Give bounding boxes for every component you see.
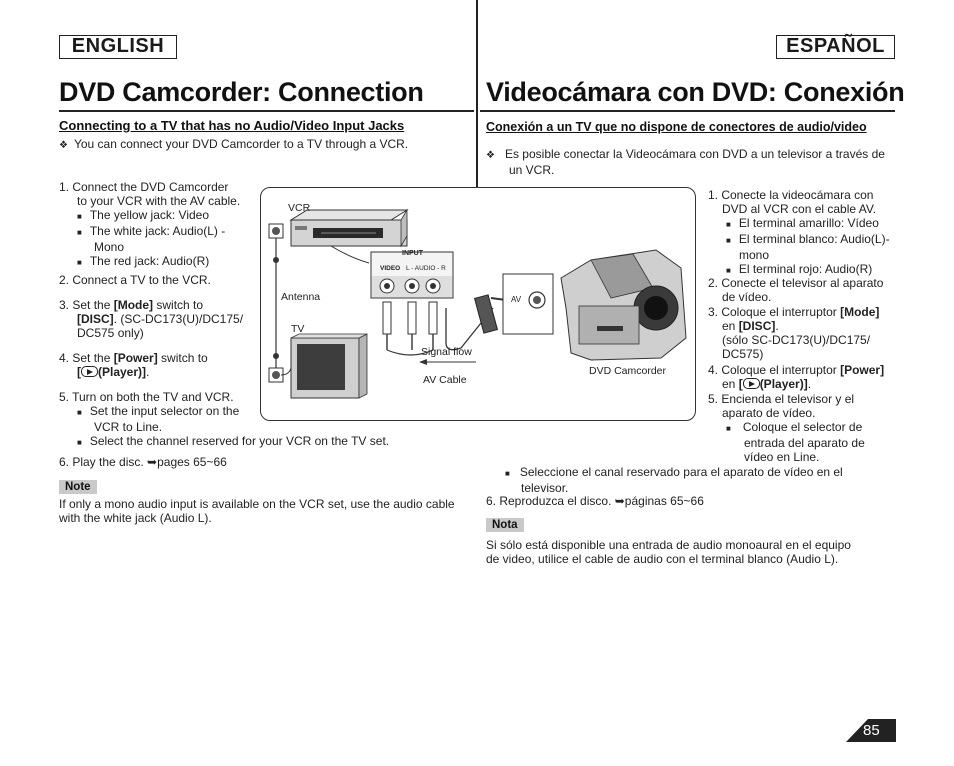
label-tv: TV (291, 323, 305, 335)
connection-diagram-art (261, 188, 697, 422)
step-5-es: 5. Encienda el televisor y el aparato de vídeo. ■ Coloque el selector de entrada del aparato de vídeo en Line. (708, 392, 865, 464)
title-rule-es (480, 110, 895, 112)
antenna-jack-icon (269, 224, 283, 382)
label-input: INPUT (402, 250, 423, 257)
tv-icon (281, 334, 367, 398)
label-av: AV (511, 295, 522, 304)
page-title-en: DVD Camcorder: Connection (59, 77, 424, 107)
step-6-en: 6. Play the disc. ➥pages 65~66 (59, 455, 227, 469)
step-3-en: 3. Set the [Mode] switch to [DISC]. (SC-DC173(U)/DC175/ DC575 only) (59, 298, 244, 340)
step-5-bullet-es: ■ Seleccione el canal reservado para el aparato de vídeo en el televisor. (505, 465, 843, 495)
vcr-input-panel (371, 252, 453, 298)
subtitle-es: Conexión a un TV que no dispone de conectores de audio/video (486, 120, 867, 134)
vcr-icon (291, 210, 407, 246)
step-4-en: 4. Set the [Power] switch to [ (Player)]. (59, 351, 208, 379)
intro-en: ❖ You can connect your DVD Camcorder to a TV through a VCR. (59, 137, 409, 151)
step-1-es: 1. Conecte la videocámara con DVD al VCR con el cable AV. ■ El terminal amarillo: Vídeo ■ El terminal blanco: Audio(L)- mono ■ El terminal rojo: Audio(R) (708, 188, 890, 276)
lang-label-english: ENGLISH (59, 35, 177, 59)
note-text-en: If only a mono audio input is available on the VCR set, use the audio cable with the white jack (Audio L). (59, 497, 455, 525)
label-vcr: VCR (288, 202, 311, 214)
page-title-es: Videocámara con DVD: Conexión (486, 77, 905, 107)
note-label-en: Note (59, 480, 97, 494)
page-number: 85 (863, 722, 880, 739)
av-plug-icon (475, 295, 506, 333)
camcorder-icon (561, 250, 686, 360)
label-dvd-camcorder: DVD Camcorder (589, 365, 667, 377)
diamond-bullet-icon: ❖ (486, 150, 495, 161)
play-icon (743, 378, 760, 389)
step-3-es: 3. Coloque el interruptor [Mode] en [DISC]. (sólo SC-DC173(U)/DC175/ DC575) (708, 305, 880, 361)
note-label-es: Nota (486, 518, 524, 532)
diamond-bullet-icon: ❖ (59, 140, 68, 151)
page-number-badge (846, 719, 896, 743)
step-2-es: 2. Conecte el televisor al aparato de vídeo. (708, 276, 884, 304)
note-text-es: Si sólo está disponible una entrada de audio monoaural en el equipo de video, utilice el cable de audio con el terminal blanco (Audio L). (486, 538, 851, 566)
signal-flow-arrow (419, 359, 476, 365)
lang-label-espanol: ESPAÑOL (776, 35, 895, 59)
intro-es: ❖ Es posible conectar la Videocámara con DVD a un televisor a través de un VCR. (486, 147, 885, 177)
step-2-en: 2. Connect a TV to the VCR. (59, 273, 211, 287)
connection-diagram (260, 187, 696, 421)
step-4-es: 4. Coloque el interruptor [Power] en [ (Player)]. (708, 363, 885, 391)
title-rule-en (59, 110, 474, 112)
step-5-en: 5. Turn on both the TV and VCR. ■ Set the input selector on the VCR to Line. ■ Select the channel reserved for your VCR on the TV set. (59, 390, 390, 448)
label-antenna: Antenna (281, 291, 321, 303)
label-av-cable: AV Cable (423, 374, 467, 386)
step-6-es: 6. Reproduzca el disco. ➥páginas 65~66 (486, 494, 704, 508)
subtitle-en: Connecting to a TV that has no Audio/Video Input Jacks (59, 118, 405, 133)
play-icon (81, 366, 98, 377)
step-1-en: 1. Connect the DVD Camcorder to your VCR with the AV cable. ■ The yellow jack: Video ■ The white jack: Audio(L) - Mono ■ The red jack: Audio(R) (59, 180, 241, 268)
label-audio: L - AUDIO - R (406, 265, 446, 272)
label-signal-flow: Signal flow (421, 346, 472, 358)
label-video: VIDEO (380, 265, 401, 272)
column-divider (476, 0, 478, 188)
